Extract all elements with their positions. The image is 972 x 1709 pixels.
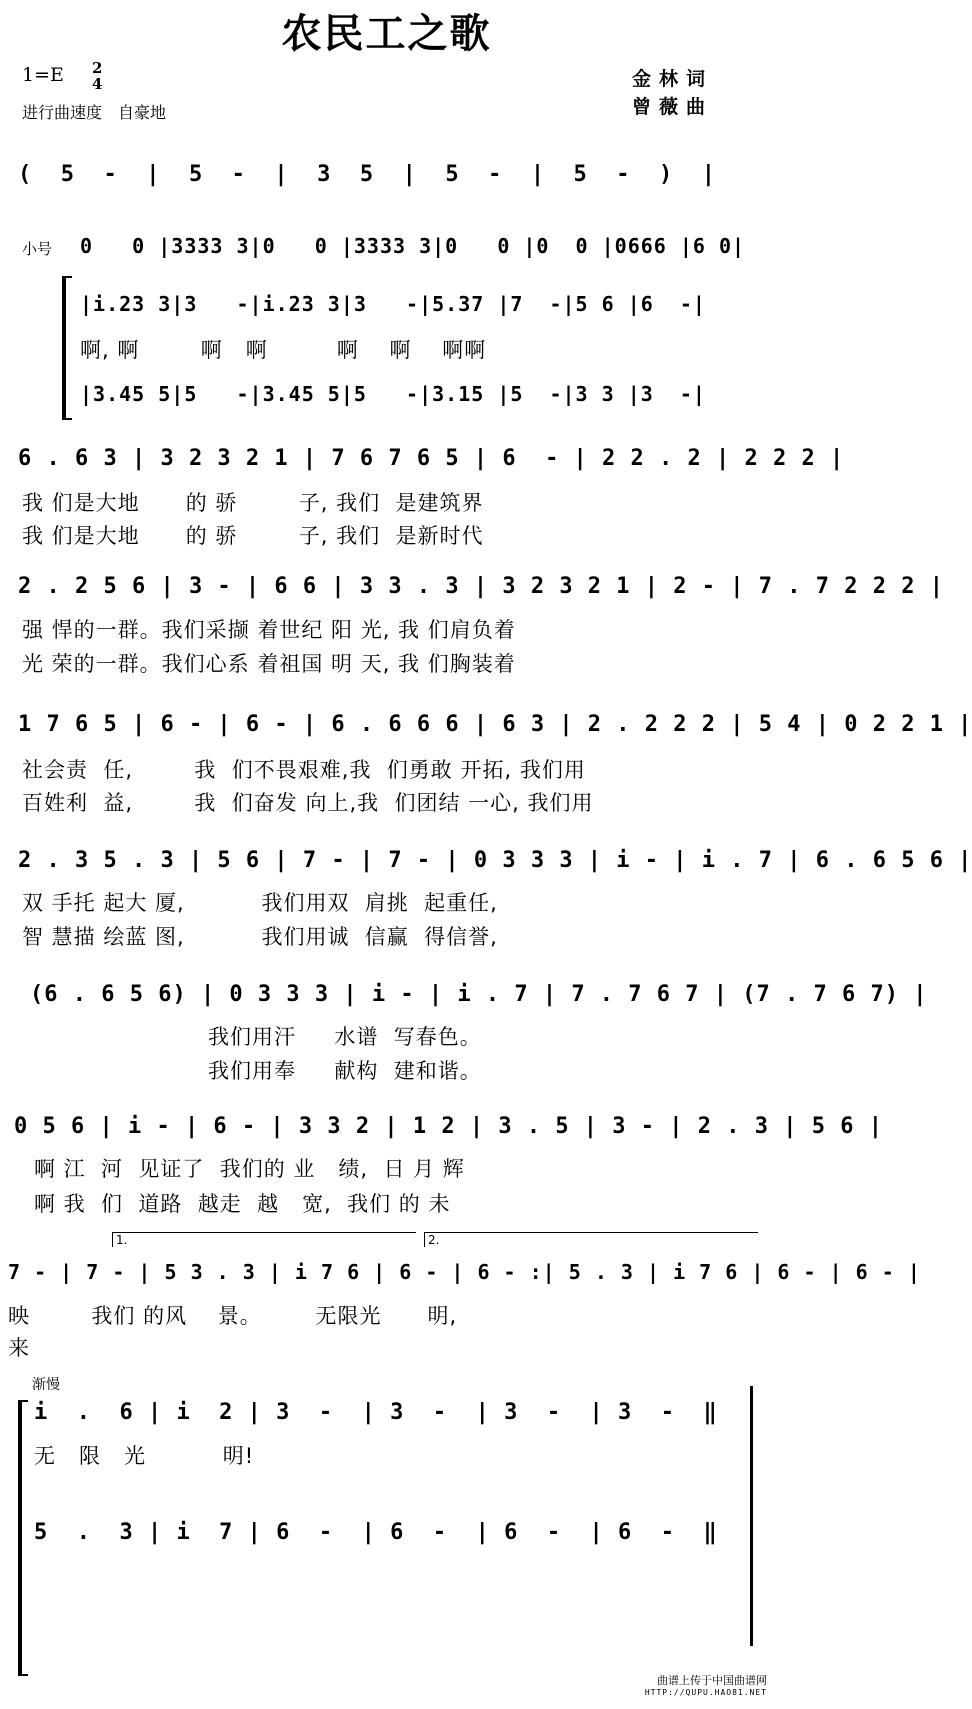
line3-lyric-verse2: 百姓利 益, 我 们奋发 向上,我 们团结 一心, 我们用 xyxy=(22,791,594,815)
line5-notes: (6 . 6 5 6) | 0 3 3 3 | i - | i . 7 | 7 . 7 6 7 | (7 . 7 6 7) | xyxy=(30,982,928,1007)
ending-bracket xyxy=(18,1400,28,1676)
line2-lyric-verse2: 光 荣的一群。我们心系 着祖国 明 天, 我 们胸装着 xyxy=(22,652,516,676)
line6-notes: 0 5 6 | i - | 6 - | 3 3 2 | 1 2 | 3 . 5 | 3 - | 2 . 3 | 5 6 | xyxy=(14,1114,883,1139)
voice1-lyric: 啊, 啊 啊 啊 啊 啊 啊啊 xyxy=(80,338,487,362)
line1-lyric-verse2: 我 们是大地 的 骄 子, 我们 是新时代 xyxy=(22,524,484,548)
ending-voice2-notes: 5 . 3 | i 7 | 6 - | 6 - | 6 - | 6 - ‖ xyxy=(34,1520,718,1545)
watermark-line1: 曲谱上传于中国曲谱网 xyxy=(657,1674,767,1687)
final-barline xyxy=(750,1386,753,1646)
slowing-marking: 渐慢 xyxy=(32,1377,60,1393)
page-title: 农民工之歌 xyxy=(281,10,492,57)
line2-lyric-verse1: 强 悍的一群。我们采撷 着世纪 阳 光, 我 们肩负着 xyxy=(22,618,516,642)
meter-bottom: 4 xyxy=(92,75,103,93)
line3-notes: 1 7 6 5 | 6 - | 6 - | 6 . 6 6 6 | 6 3 | 2 . 2 2 2 | 5 4 | 0 2 2 1 | xyxy=(18,712,972,737)
line6-lyric-verse2: 啊 我 们 道路 越走 越 宽, 我们 的 未 xyxy=(34,1192,451,1216)
line1-notes: 6 . 6 3 | 3 2 3 2 1 | 7 6 7 6 5 | 6 - | 2 2 . 2 | 2 2 2 | xyxy=(18,446,845,471)
volta-first: 1. xyxy=(112,1232,416,1247)
line5-lyric-verse1: 我们用汗 水谱 写春色。 xyxy=(208,1025,482,1049)
line1-lyric-verse1: 我 们是大地 的 骄 子, 我们 是建筑界 xyxy=(22,491,484,515)
trumpet-notes: 0 0 |3333 3|0 0 |3333 3|0 0 |0 0 |0666 |6 0| xyxy=(80,234,746,258)
watermark xyxy=(645,1672,767,1697)
tempo-marking: 进行曲速度 自豪地 xyxy=(22,103,167,122)
time-signature xyxy=(92,60,102,92)
key-signature: 1=E xyxy=(22,64,64,86)
voice1-notes: |i.23 3|3 -|i.23 3|3 -|5.37 |7 -|5 6 |6 -| xyxy=(80,292,706,316)
meter-top: 2 xyxy=(92,59,103,77)
voice2-notes: |3.45 5|5 -|3.45 5|5 -|3.15 |5 -|3 3 |3 -| xyxy=(80,382,706,406)
ending-voice1-notes: i . 6 | i 2 | 3 - | 3 - | 3 - | 3 - ‖ xyxy=(34,1400,718,1425)
line5-lyric-verse2: 我们用奉 献构 建和谐。 xyxy=(208,1059,482,1083)
volta-second: 2. xyxy=(424,1232,758,1247)
line7-lyric-verse1: 映 我们 的风 景。 无限光 明, xyxy=(8,1304,458,1328)
composer: 曾薇曲 xyxy=(632,96,714,118)
line7-notes: 7 - | 7 - | 5 3 . 3 | i 7 6 | 6 - | 6 - :| 5 . 3 | i 7 6 | 6 - | 6 - | xyxy=(8,1260,921,1284)
trumpet-label: 小号 xyxy=(22,240,53,258)
ending-lyric: 无 限 光 明! xyxy=(34,1444,255,1468)
line7-lyric-verse2: 来 xyxy=(8,1336,30,1360)
line4-lyric-verse2: 智 慧描 绘蓝 图, 我们用诚 信赢 得信誉, xyxy=(22,925,498,949)
line3-lyric-verse1: 社会责 任, 我 们不畏艰难,我 们勇敢 开拓, 我们用 xyxy=(22,758,586,782)
intro-notes: ( 5 - | 5 - | 3 5 | 5 - | 5 - ) | xyxy=(18,162,717,187)
watermark-line2: HTTP://QUPU.HAO81.NET xyxy=(644,1688,767,1697)
line4-lyric-verse1: 双 手托 起大 厦, 我们用双 肩挑 起重任, xyxy=(22,891,498,915)
lyricist: 金林词 xyxy=(632,68,714,90)
voice-bracket xyxy=(62,276,72,420)
line4-notes: 2 . 3 5 . 3 | 5 6 | 7 - | 7 - | 0 3 3 3 | i - | i . 7 | 6 . 6 5 6 | xyxy=(18,848,972,873)
line2-notes: 2 . 2 5 6 | 3 - | 6 6 | 3 3 . 3 | 3 2 3 2 1 | 2 - | 7 . 7 2 2 2 | xyxy=(18,574,944,599)
line6-lyric-verse1: 啊 江 河 见证了 我们的 业 绩, 日 月 辉 xyxy=(34,1157,465,1181)
